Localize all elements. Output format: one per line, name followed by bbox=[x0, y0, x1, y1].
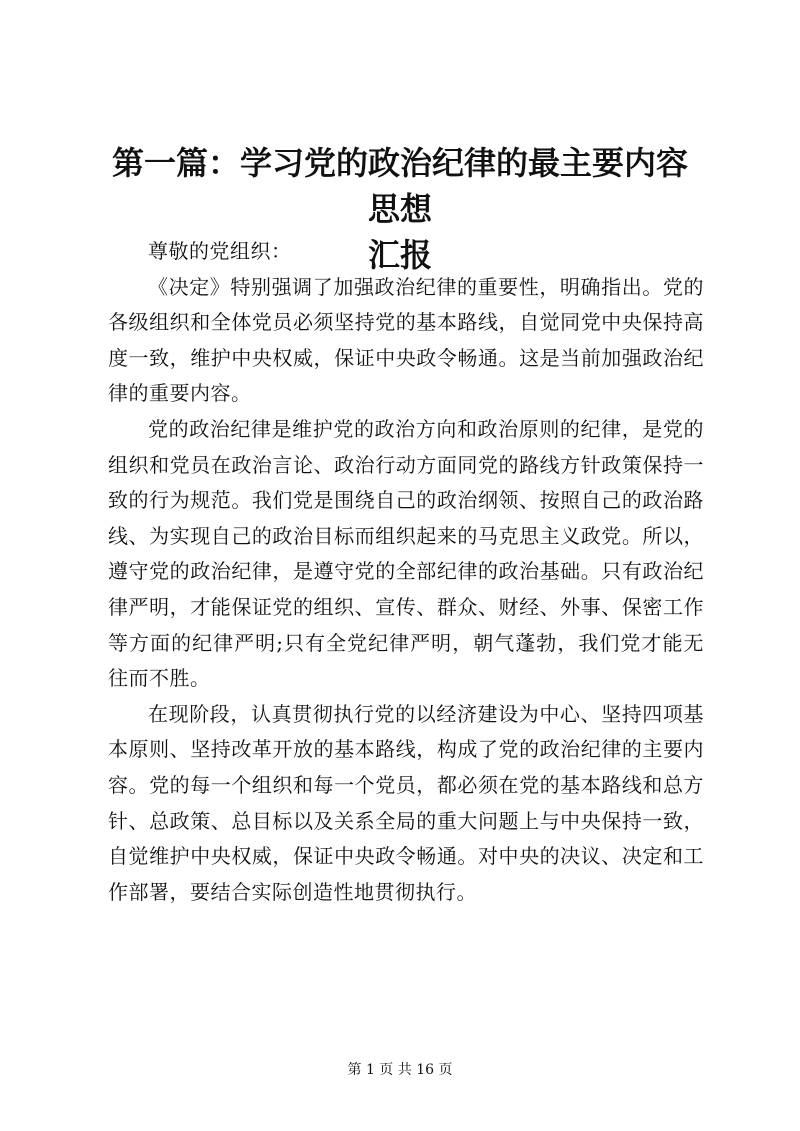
page-footer: 第 1 页 共 16 页 bbox=[347, 1062, 453, 1078]
title-line-1: 第一篇：学习党的政治纪律的最主要内容思想 bbox=[111, 144, 688, 228]
paragraph-1: 《决定》特别强调了加强政治纪律的重要性，明确指出。党的各级组织和全体党员必须坚持党的基本路线，自觉同党中央保持高度一致，维护中央权威，保证中央政令畅通。这是当前加强政治纪律的重要内容。 bbox=[108, 274, 704, 406]
paragraph-2: 党的政治纪律是维护党的政治方向和政治原则的纪律，是党的组织和党员在政治言论、政治行动方面同党的路线方针政策保持一致的行为规范。我们党是围绕自己的政治纲领、按照自己的政治路线、为实现自己的政治目标而组织起来的马克思主义政党。所以，遵守党的政治纪律，是遵守党的全部纪律的政治基础。只有政治纪律严明，才能保证党的组织、宣传、群众、财经、外事、保密工作等方面的纪律严明;只有全党纪律严明，朝气蓬勃，我们党才能无往而不胜。 bbox=[108, 416, 704, 691]
paragraph-3: 在现阶段，认真贯彻执行党的以经济建设为中心、坚持四项基本原则、坚持改革开放的基本路线，构成了党的政治纪律的主要内容。党的每一个组织和每一个党员，都必须在党的基本路线和总方针、总政策、总目标以及关系全局的重大问题上与中央保持一致，自觉维护中央权威，保证中央政令畅通。对中央的决议、决定和工作部署，要结合实际创造性地贯彻执行。 bbox=[108, 701, 704, 904]
title-line-2: 汇报 bbox=[367, 236, 432, 274]
salutation: 尊敬的党组织： bbox=[148, 239, 292, 263]
document-body bbox=[108, 234, 704, 910]
